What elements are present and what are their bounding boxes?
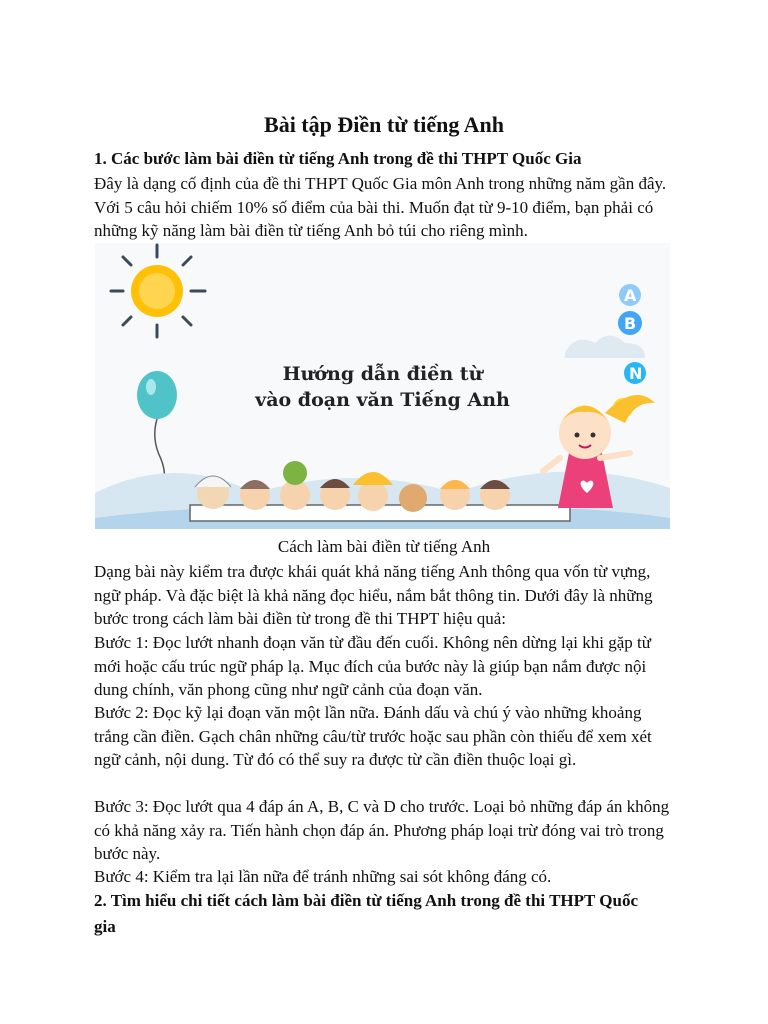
body-paragraph: Dạng bài này kiểm tra được khái quát khả năng tiếng Anh thông qua vốn từ vựng, ngữ pháp. Và đặc biệt là khả năng đọc hiểu, nắm bắt thông tin. Dưới đây là những bước trong cách làm bài điền từ trong đề thi THPT hiệu quả: <box>94 562 653 629</box>
banner-title-line-2: vào đoạn văn Tiếng Anh <box>255 389 510 411</box>
step-1-paragraph: Bước 1: Đọc lướt nhanh đoạn văn từ đầu đến cuối. Không nên dừng lại khi gặp từ mới hoặc cấu trúc ngữ pháp lạ. Mục đích của bước này là giúp bạn nắm được nội dung chính, văn phong cũng như ngữ cảnh của đoạn văn. <box>94 633 651 700</box>
svg-text:B: B <box>624 314 637 333</box>
step-3-paragraph: Bước 3: Đọc lướt qua 4 đáp án A, B, C và D cho trước. Loại bỏ những đáp án không có khả năng xảy ra. Tiến hành chọn đáp án. Phương pháp loại trừ đóng vai trò trong bước này. <box>94 797 670 864</box>
banner-illustration <box>95 243 670 529</box>
svg-text:A: A <box>624 286 637 305</box>
step-2-paragraph: Bước 2: Đọc kỹ lại đoạn văn một lần nữa. Đánh dấu và chú ý vào những khoảng trắng cần điền. Gạch chân những câu/từ trước hoặc sau phần còn thiếu để xem xét ngữ cảnh, nội dung. Từ đó có thể suy ra được từ cần điền thuộc loại gì. <box>94 703 652 770</box>
image-caption: Cách làm bài điền từ tiếng Anh <box>277 537 491 556</box>
section-2-heading: 2. Tìm hiểu chi tiết cách làm bài điền từ tiếng Anh trong đề thi THPT Quốc gia <box>94 891 639 936</box>
step-4-paragraph: Bước 4: Kiểm tra lại lần nữa để tránh những sai sót không đáng có. <box>94 867 552 886</box>
banner-title-line-1: Hướng dẫn điền từ <box>282 363 483 385</box>
svg-text:N: N <box>629 364 643 383</box>
intro-paragraph: Đây là dạng cố định của đề thi THPT Quốc Gia môn Anh trong những năm gần đây. Với 5 câu hỏi chiếm 10% số điểm của bài thi. Muốn đạt từ 9-10 điểm, bạn phải có những kỹ năng làm bài điền từ tiếng Anh bỏ túi cho riêng mình. <box>94 174 667 241</box>
document-title: Bài tập Điền từ tiếng Anh <box>264 112 504 137</box>
section-1-heading: 1. Các bước làm bài điền từ tiếng Anh trong đề thi THPT Quốc Gia <box>94 149 582 168</box>
